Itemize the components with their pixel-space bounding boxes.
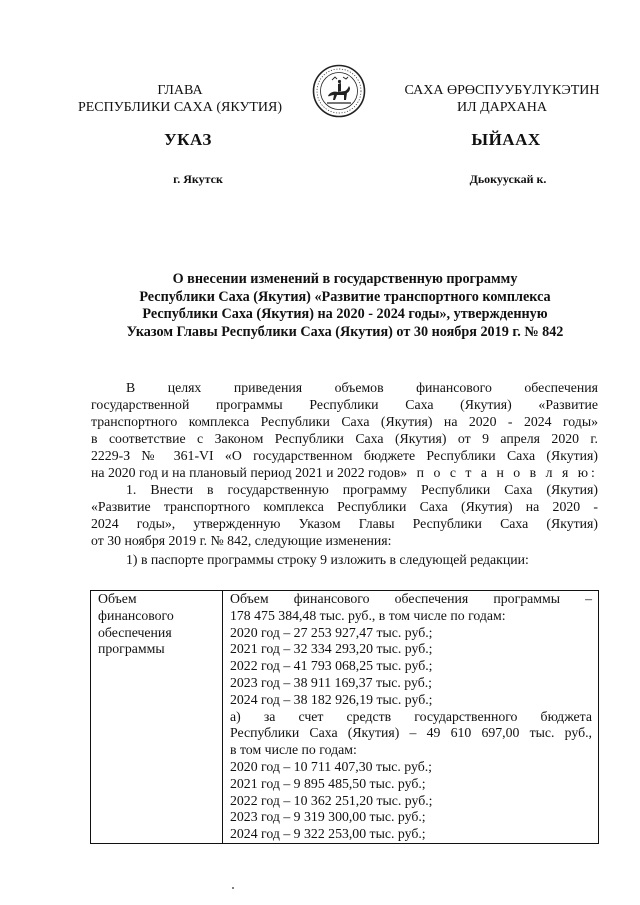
value-line: а) за счет средств государственного бюджета xyxy=(230,708,592,724)
doc-type-ru: УКАЗ xyxy=(164,130,212,149)
value-line: 2023 год – 38 911 169,37 тыс. руб.; xyxy=(230,674,433,690)
value-line: в том числе по годам: xyxy=(230,742,357,758)
table-row xyxy=(91,591,599,844)
value-line: 2020 год – 10 711 407,30 тыс. руб.; xyxy=(230,758,433,774)
table-cell-value xyxy=(223,591,599,844)
issuer-sakha-line2: ИЛ ДАРХАНА xyxy=(456,100,547,115)
body-line: в соответствие с Законом Республики Саха (Якутия) от 9 апреля 2020 г. xyxy=(91,431,598,446)
value-line: 2021 год – 32 334 293,20 тыс. руб.; xyxy=(230,641,433,657)
issuer-ru-line2: РЕСПУБЛИКИ САХА (ЯКУТИЯ) xyxy=(77,100,283,115)
body-line: государственной программы Республики Саха (Якутия) «Развитие xyxy=(91,397,598,412)
body-line: 1) в паспорте программы строку 9 изложить в следующей редакции: xyxy=(126,552,529,567)
scan-speck xyxy=(232,887,234,889)
decree-verb: п о с т а н о в л я ю: xyxy=(416,465,598,480)
body-line: В целях приведения объемов финансового обеспечения xyxy=(126,380,598,395)
value-line: Республики Саха (Якутия) – 49 610 697,00 тыс. руб., xyxy=(230,725,592,741)
value-line: 2024 год – 38 182 926,19 тыс. руб.; xyxy=(230,691,433,707)
table-cell-label xyxy=(91,591,223,844)
issuer-ru-line1: ГЛАВА xyxy=(157,83,203,98)
value-line: 2023 год – 9 319 300,00 тыс. руб.; xyxy=(230,809,426,825)
doc-type-sakha: ЫЙААХ xyxy=(471,130,541,149)
label-line: финансового xyxy=(98,607,174,623)
value-line: 2020 год – 27 253 927,47 тыс. руб.; xyxy=(230,624,433,640)
title-line: Указом Главы Республики Саха (Якутия) от 30 ноября 2019 г. № 842 xyxy=(126,323,564,340)
value-line: Объем финансового обеспечения программы – xyxy=(230,591,592,606)
body-text: на 2020 год и на плановый период 2021 и 2022 годов» xyxy=(91,465,408,480)
value-line: 2022 год – 10 362 251,20 тыс. руб.; xyxy=(230,792,433,808)
body-line: 2024 годы», утвержденную Указом Главы Республики Саха (Якутия) xyxy=(91,516,598,531)
document-title xyxy=(70,271,620,341)
label-line: обеспечения xyxy=(98,624,172,640)
label-line: Объем xyxy=(98,591,137,606)
body-line: 2229-З № 361-VI «О государственном бюджете Республики Саха (Якутия) xyxy=(91,448,598,463)
issuer-sakha xyxy=(392,82,612,116)
body-line: «Развитие транспортного комплекса Республики Саха (Якутия) на 2020 - xyxy=(91,499,598,514)
coat-of-arms-icon xyxy=(312,64,366,118)
issuer-ru xyxy=(60,82,300,116)
value-line: 2024 год – 9 322 253,00 тыс. руб.; xyxy=(230,826,426,842)
city-ru: г. Якутск xyxy=(173,172,223,186)
body-line xyxy=(91,464,598,481)
city-sakha: Дьокуускай к. xyxy=(469,172,547,186)
body-line: транспортного комплекса Республики Саха (Якутия) на 2020 - 2024 годы» xyxy=(91,414,598,429)
title-line: Республики Саха (Якутия) на 2020 - 2024 годы», утвержденную xyxy=(142,306,548,322)
body-line: 1. Внести в государственную программу Республики Саха (Якутия) xyxy=(126,482,598,497)
value-line: 178 475 384,48 тыс. руб., в том числе по годам: xyxy=(230,607,506,623)
financing-table xyxy=(90,590,599,844)
body-line: от 30 ноября 2019 г. № 842, следующие изменения: xyxy=(91,533,392,548)
issuer-sakha-line1: САХА ӨРӨСПУУБҮЛҮКЭТИН xyxy=(404,83,600,98)
value-line: 2022 год – 41 793 068,25 тыс. руб.; xyxy=(230,658,433,674)
title-line: Республики Саха (Якутия) «Развитие транспортного комплекса xyxy=(139,288,551,305)
title-line: О внесении изменений в государственную программу xyxy=(172,271,518,287)
label-line: программы xyxy=(98,641,165,657)
value-line: 2021 год – 9 895 485,50 тыс. руб.; xyxy=(230,775,426,791)
